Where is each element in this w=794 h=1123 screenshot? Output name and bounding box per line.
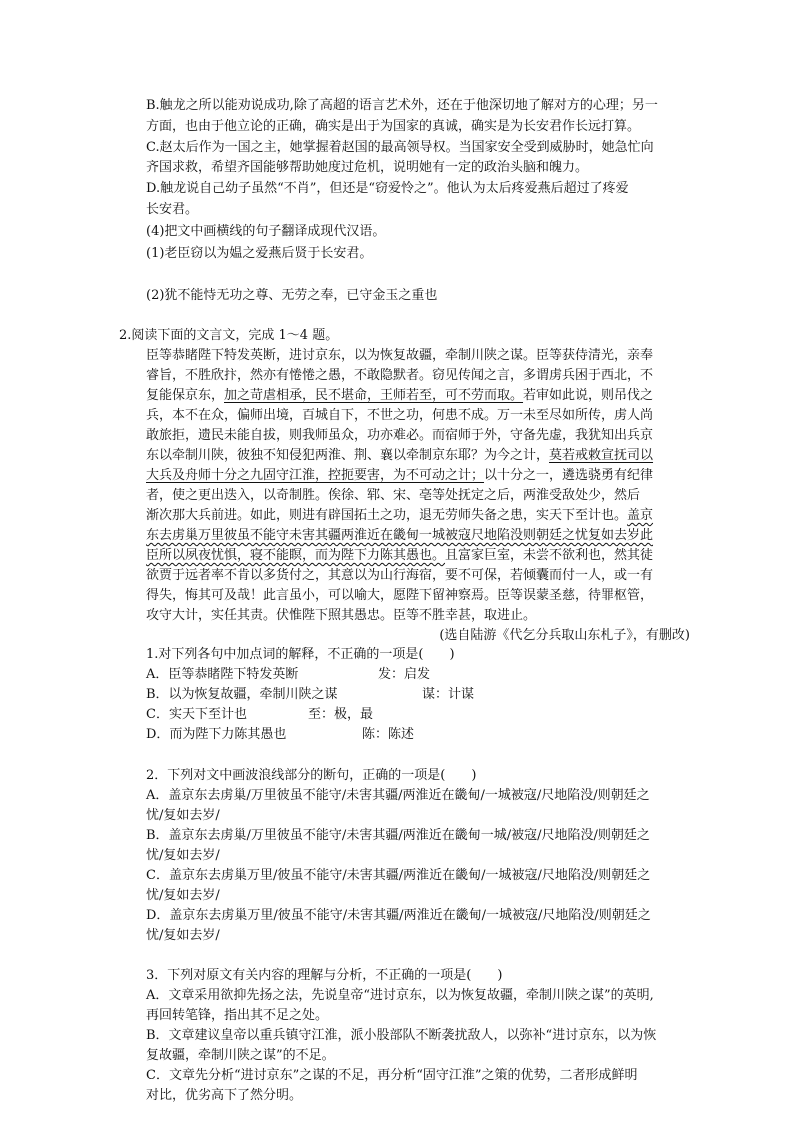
section-2-title: 2.阅读下面的文言文，完成 1～4 题。 bbox=[119, 328, 339, 343]
q1-option-d-text: D．而为陛下力陈其愚也 bbox=[146, 727, 287, 742]
passage-line: 得失，悔其可及哉！此言虽小，可以喻大，愿陛下留神察焉。臣等误蒙圣慈，待罪枢管， bbox=[146, 588, 654, 603]
passage-line: 臣等恭睹陛下特发英断，进讨京东，以为恢复故疆，牵制川陕之谋。臣等获侍清光，亲奉 bbox=[146, 348, 654, 363]
wavy-underlined-line: 东去虏巢万里彼虽不能守未害其疆两淮近在畿甸一城被寇尺地陷没则朝廷之忧复如去岁此 bbox=[146, 528, 654, 543]
q1-option-a bbox=[146, 665, 431, 684]
passage-line: 兵，本不在众，偏师出境，百城自下，不世之功，何患不成。万一未至尽如所传，虏人尚 bbox=[146, 408, 654, 423]
q3-option-a-line2: 再回转笔锋，指出其不足之处。 bbox=[146, 1008, 329, 1023]
q1-option-d-gloss: 陈：陈述 bbox=[362, 727, 415, 742]
q1-option-b-text: B．以为恢复故疆，牵制川陕之谋 bbox=[146, 687, 338, 702]
underlined-sentence: 莫若戒敕宣抚司以 bbox=[549, 448, 654, 463]
passage-line bbox=[146, 446, 653, 465]
question-4-item1: (1)老臣窃以为媪之爱燕后贤于长安君。 bbox=[146, 246, 373, 261]
q1-option-a-gloss: 发：启发 bbox=[378, 667, 431, 682]
passage-text: 东以牵制川陕，彼独不知侵犯两淮、荆、襄以牵制京东耶？为今之计， bbox=[146, 448, 550, 463]
q3-option-a-line1: A．文章采用欲抑先扬之法，先说皇帝“进讨京东，以为恢复故疆，牵制川陕之谋”的英明, bbox=[146, 988, 654, 1003]
underlined-sentence: 加之苛虐相承，民不堪命，王师若至，可不劳而取。 bbox=[224, 388, 524, 403]
q2-option-a-line1: A．盖京东去虏巢/万里彼虽不能守/未害其疆/两淮近在畿甸/一城被寇/尺地陷没/则朝廷之 bbox=[146, 788, 650, 803]
passage-text: 复能保京东， bbox=[146, 388, 225, 403]
q1-option-d bbox=[146, 725, 415, 744]
question-4-item2: (2)犹不能恃无功之尊、无劳之奉，已守金玉之重也 bbox=[146, 288, 438, 303]
passage-text: 以十分之一，遴选骁勇有纪律 bbox=[484, 468, 654, 483]
passage-line: 敢旅拒，遗民未能自拔，则我师虽众，功亦难必。而宿师于外，守备先虚，我犹知出兵京 bbox=[146, 428, 654, 443]
passage-line bbox=[146, 506, 653, 525]
passage-line bbox=[146, 386, 653, 405]
option-d-line1: D.触龙说自己幼子虽然“不肖”，但还是“窃爱怜之”。他认为太后疼爱燕后超过了疼爱 bbox=[146, 181, 629, 196]
q1-stem: 1.对下列各句中加点词的解释，不正确的一项是( ) bbox=[146, 647, 455, 662]
wavy-underlined-text: 盖京 bbox=[627, 508, 654, 523]
q2-option-c-line2: 忧/复如去岁/ bbox=[146, 888, 220, 903]
q1-option-b-gloss: 谋：计谋 bbox=[422, 687, 475, 702]
passage-line: 者，使之更出迭入，以奇制胜。俟徐、郓、宋、亳等处抚定之后，两淮受敌处少，然后 bbox=[146, 488, 641, 503]
q2-stem: 2．下列对文中画波浪线部分的断句，正确的一项是( ) bbox=[146, 768, 477, 783]
passage-text: 若审如此说，则吊伐之 bbox=[523, 388, 654, 403]
passage-line: 攻守大计，实任其责。伏惟陛下照其愚忠。臣等不胜幸甚，取进止。 bbox=[146, 608, 537, 623]
passage-text: 且富家巨室，未尝不欲利也，然其徒 bbox=[445, 548, 654, 563]
q2-option-b-line1: B．盖京东去虏巢/万里彼虽不能守/未害其疆/两淮近在畿甸一城/被寇/尺地陷没/则朝廷之 bbox=[146, 828, 650, 843]
option-c-line1: C.赵太后作为一国之主，她掌握着赵国的最高领导权。当国家安全受到威胁时，她急忙向 bbox=[146, 140, 654, 155]
q3-option-c-line1: C．文章先分析“进讨京东”之谋的不足，再分析“固守江淮”之策的优势，二者形成鲜明 bbox=[146, 1068, 638, 1083]
source-citation: (选自陆游《代乞分兵取山东札子》，有删改) bbox=[439, 628, 690, 643]
q1-option-c bbox=[146, 705, 374, 724]
passage-text: 渐次那大兵前进。如此，则进有辟国拓土之功，退无劳师失备之患，实天下至计也。 bbox=[146, 508, 628, 523]
q2-option-d-line1: D．盖京东去虏巢万里/彼虽不能守/未害其疆/两淮近在畿甸/一城被寇/尺地陷没/则朝廷之 bbox=[146, 908, 651, 923]
option-d-line2: 长安君。 bbox=[146, 202, 199, 217]
q1-option-c-text: C．实天下至计也 bbox=[146, 707, 247, 722]
passage-line: 欲贾于远者率不肯以多货付之，其意以为山行海宿，要不可保，若倾囊而付一人，或一有 bbox=[146, 568, 654, 583]
q1-option-c-gloss: 至：极，最 bbox=[308, 707, 374, 722]
q1-option-b bbox=[146, 685, 475, 704]
underlined-sentence: 大兵及舟师十分之九固守江淮，控扼要害，为不可动之计； bbox=[146, 468, 485, 483]
passage-line: 睿旨，不胜欣抃，然亦有惓惓之愚，不敢隐默者。窃见传闻之言，多谓虏兵困于西北，不 bbox=[146, 368, 654, 383]
q1-option-a-text: A．臣等恭睹陛下特发英断 bbox=[146, 667, 299, 682]
question-4-prompt: (4)把文中画横线的句子翻译成现代汉语。 bbox=[146, 224, 386, 239]
q2-option-a-line2: 忧/复如去岁/ bbox=[146, 808, 220, 823]
option-c-line2: 齐国求救，希望齐国能够帮助她度过危机，说明她有一定的政治头脑和魄力。 bbox=[146, 160, 589, 175]
option-b-line2: 方面，也由于他立论的正确，确实是出于为国家的真诚，确实是为长安君作长远打算。 bbox=[146, 119, 641, 134]
q2-option-b-line2: 忧/复如去岁/ bbox=[146, 848, 220, 863]
passage-line bbox=[146, 546, 653, 565]
option-b-line1: B.触龙之所以能劝说成功,除了高超的语言艺术外，还在于他深切地了解对方的心理；另一 bbox=[146, 98, 658, 113]
q2-option-d-line2: 忧/复如去岁/ bbox=[146, 928, 220, 943]
q2-option-c-line1: C．盖京东去虏巢万里/彼虽不能守/未害其疆/两淮近在畿甸/一城被寇/尺地陷没/则朝廷之 bbox=[146, 868, 651, 883]
q3-stem: 3．下列对原文有关内容的理解与分析，不正确的一项是( ) bbox=[146, 968, 503, 983]
q3-option-b-line1: B．文章建议皇帝以重兵镇守江淮，派小股部队不断袭扰敌人，以弥补“进讨京东，以为恢 bbox=[146, 1028, 657, 1043]
q3-option-c-line2: 对比，优劣高下了然分明。 bbox=[146, 1088, 303, 1103]
wavy-underlined-text: 臣所以夙夜忧惧，寝不能瞑，而为陛下力陈其愚也。 bbox=[146, 548, 446, 563]
q3-option-b-line2: 复故疆，牵制川陕之谋”的不足。 bbox=[146, 1048, 335, 1063]
passage-line bbox=[146, 466, 653, 485]
